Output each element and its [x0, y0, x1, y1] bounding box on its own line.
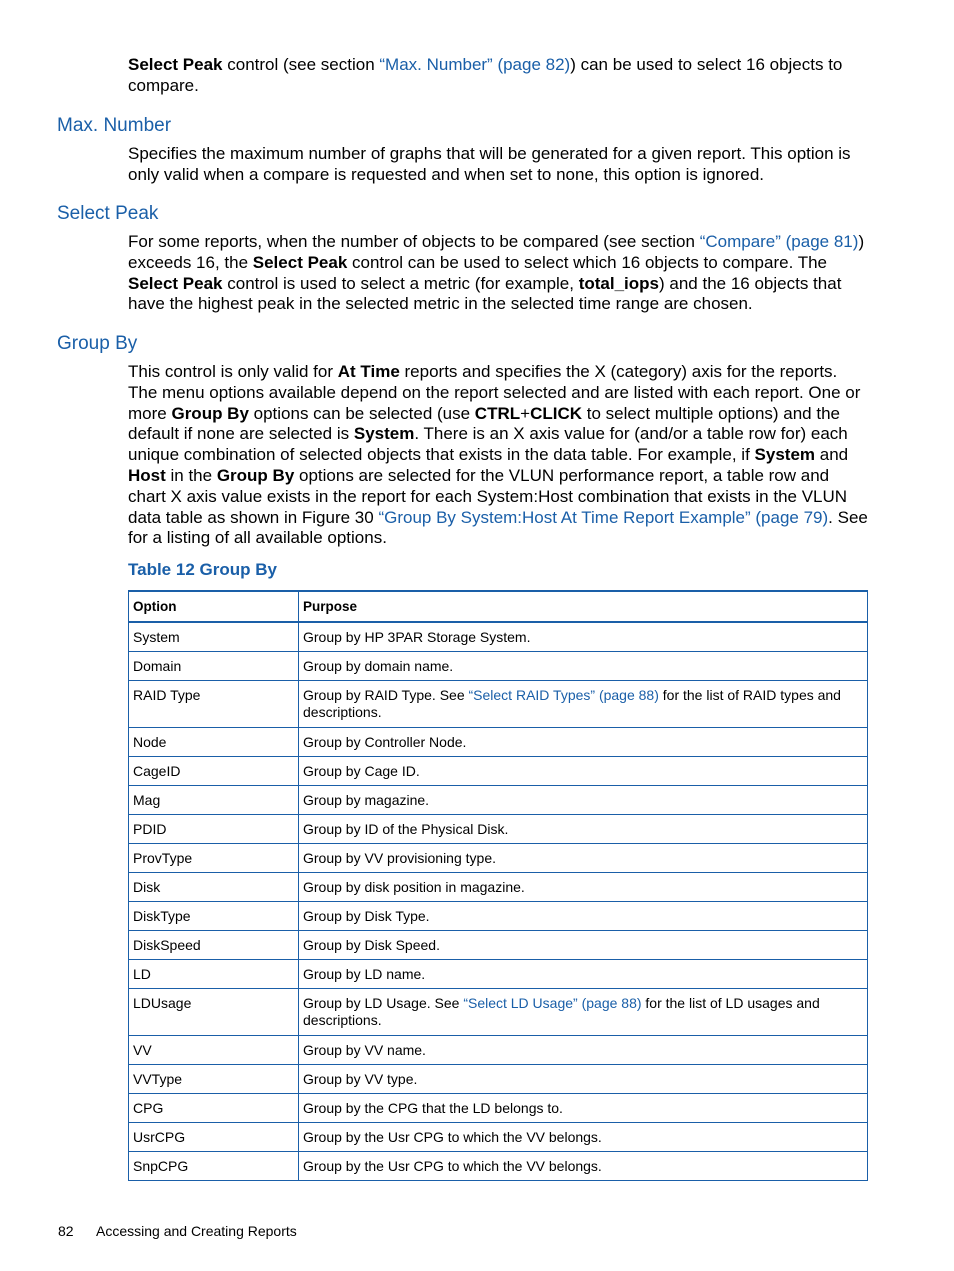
table-row — [129, 757, 868, 786]
heading-max-number: Max. Number — [57, 115, 172, 136]
intro-bold-select-peak: Select Peak — [128, 55, 223, 74]
table-row — [129, 844, 868, 873]
option-cell: LDUsage — [129, 989, 299, 1036]
option-cell: ProvType — [129, 844, 299, 873]
select-peak-paragraph: For some reports, when the number of objects to be compared (see section “Compare” (page 81)) exceeds 16, the Select Peak control can be used to select which 16 objects to compare. The Select Peak control is used to select a metric (for example, total_iops) and the 16 objects that have the highest peak in the selected metric in the selected time range are chosen. — [128, 232, 865, 314]
group-by-table — [128, 590, 868, 1181]
link-compare[interactable]: “Compare” (page 81) — [699, 232, 859, 251]
option-cell: LD — [129, 960, 299, 989]
table-row — [129, 681, 868, 728]
page-footer — [58, 1222, 297, 1240]
option-cell: Domain — [129, 652, 299, 681]
purpose-cell: Group by HP 3PAR Storage System. — [299, 622, 868, 652]
purpose-cell: Group by LD Usage. See “Select LD Usage” (page 88) for the list of LD usages and descriptions. — [299, 989, 868, 1036]
table-row — [129, 652, 868, 681]
table-row — [129, 1065, 868, 1094]
option-cell: UsrCPG — [129, 1123, 299, 1152]
purpose-cell: Group by the Usr CPG to which the VV belongs. — [299, 1152, 868, 1181]
purpose-cell: Group by Cage ID. — [299, 757, 868, 786]
link-group-by-example[interactable]: “Group By System:Host At Time Report Example” (page 79) — [378, 507, 829, 527]
link-max-number[interactable]: “Max. Number” (page 82) — [379, 55, 571, 74]
purpose-cell: Group by domain name. — [299, 652, 868, 681]
purpose-cell: Group by RAID Type. See “Select RAID Types” (page 88) for the list of RAID types and descriptions. — [299, 681, 868, 728]
table-row — [129, 815, 868, 844]
option-cell: CPG — [129, 1094, 299, 1123]
intro-paragraph: Select Peak control (see section “Max. Number” (page 82)) can be used to select 16 objects to compare. — [128, 55, 843, 95]
header-purpose: Purpose — [299, 591, 868, 622]
table-row — [129, 931, 868, 960]
purpose-cell: Group by the CPG that the LD belongs to. — [299, 1094, 868, 1123]
table-row — [129, 1123, 868, 1152]
header-option: Option — [129, 591, 299, 622]
table-row — [129, 728, 868, 757]
group-by-paragraph: This control is only valid for At Time reports and specifies the X (category) axis for the reports. The menu options available depend on the report selected and are listed with each report. One or more Group By options can be selected (use CTRL+CLICK to select multiple options) and the default if none are selected is System. There is an X axis value for (and/or a table row for) each unique combination of selected objects that exists in the data table. For example, if System and Host in the Group By options are selected for the VLUN performance report, a table row and chart X axis value exists in the report for each System:Host combination that exists in the VLUN data table as shown in Figure 30 “Group By System:Host At Time Report Example” (page 79). See for a listing of all available options. — [128, 362, 868, 548]
table-row — [129, 1152, 868, 1181]
link-select-raid-types[interactable]: “Select RAID Types” (page 88) — [468, 687, 659, 703]
table-row — [129, 622, 868, 652]
option-cell: Node — [129, 728, 299, 757]
table-row — [129, 902, 868, 931]
table-row — [129, 989, 868, 1036]
option-cell: PDID — [129, 815, 299, 844]
purpose-cell: Group by the Usr CPG to which the VV belongs. — [299, 1123, 868, 1152]
purpose-cell: Group by disk position in magazine. — [299, 873, 868, 902]
option-cell: RAID Type — [129, 681, 299, 728]
option-cell: System — [129, 622, 299, 652]
link-select-ld-usage[interactable]: “Select LD Usage” (page 88) — [463, 995, 642, 1011]
option-cell: DiskSpeed — [129, 931, 299, 960]
option-cell: Disk — [129, 873, 299, 902]
option-cell: VVType — [129, 1065, 299, 1094]
heading-group-by: Group By — [57, 333, 138, 354]
option-cell: VV — [129, 1036, 299, 1065]
heading-select-peak: Select Peak — [57, 203, 159, 224]
table-header-row — [129, 591, 868, 622]
purpose-cell: Group by VV provisioning type. — [299, 844, 868, 873]
purpose-cell: Group by VV type. — [299, 1065, 868, 1094]
table-caption: Table 12 Group By — [128, 560, 277, 579]
footer-section-title: Accessing and Creating Reports — [96, 1223, 297, 1239]
page-number: 82 — [58, 1223, 74, 1239]
table-row — [129, 960, 868, 989]
option-cell: SnpCPG — [129, 1152, 299, 1181]
table-row — [129, 1094, 868, 1123]
purpose-cell: Group by magazine. — [299, 786, 868, 815]
purpose-cell: Group by Controller Node. — [299, 728, 868, 757]
purpose-cell: Group by LD name. — [299, 960, 868, 989]
table-row — [129, 1036, 868, 1065]
option-cell: DiskType — [129, 902, 299, 931]
table-row — [129, 786, 868, 815]
purpose-cell: Group by ID of the Physical Disk. — [299, 815, 868, 844]
purpose-cell: Group by VV name. — [299, 1036, 868, 1065]
purpose-cell: Group by Disk Speed. — [299, 931, 868, 960]
table-row — [129, 873, 868, 902]
option-cell: CageID — [129, 757, 299, 786]
purpose-cell: Group by Disk Type. — [299, 902, 868, 931]
max-number-paragraph: Specifies the maximum number of graphs that will be generated for a given report. This option is only valid when a compare is requested and when set to none, this option is ignored. — [128, 144, 851, 184]
option-cell: Mag — [129, 786, 299, 815]
